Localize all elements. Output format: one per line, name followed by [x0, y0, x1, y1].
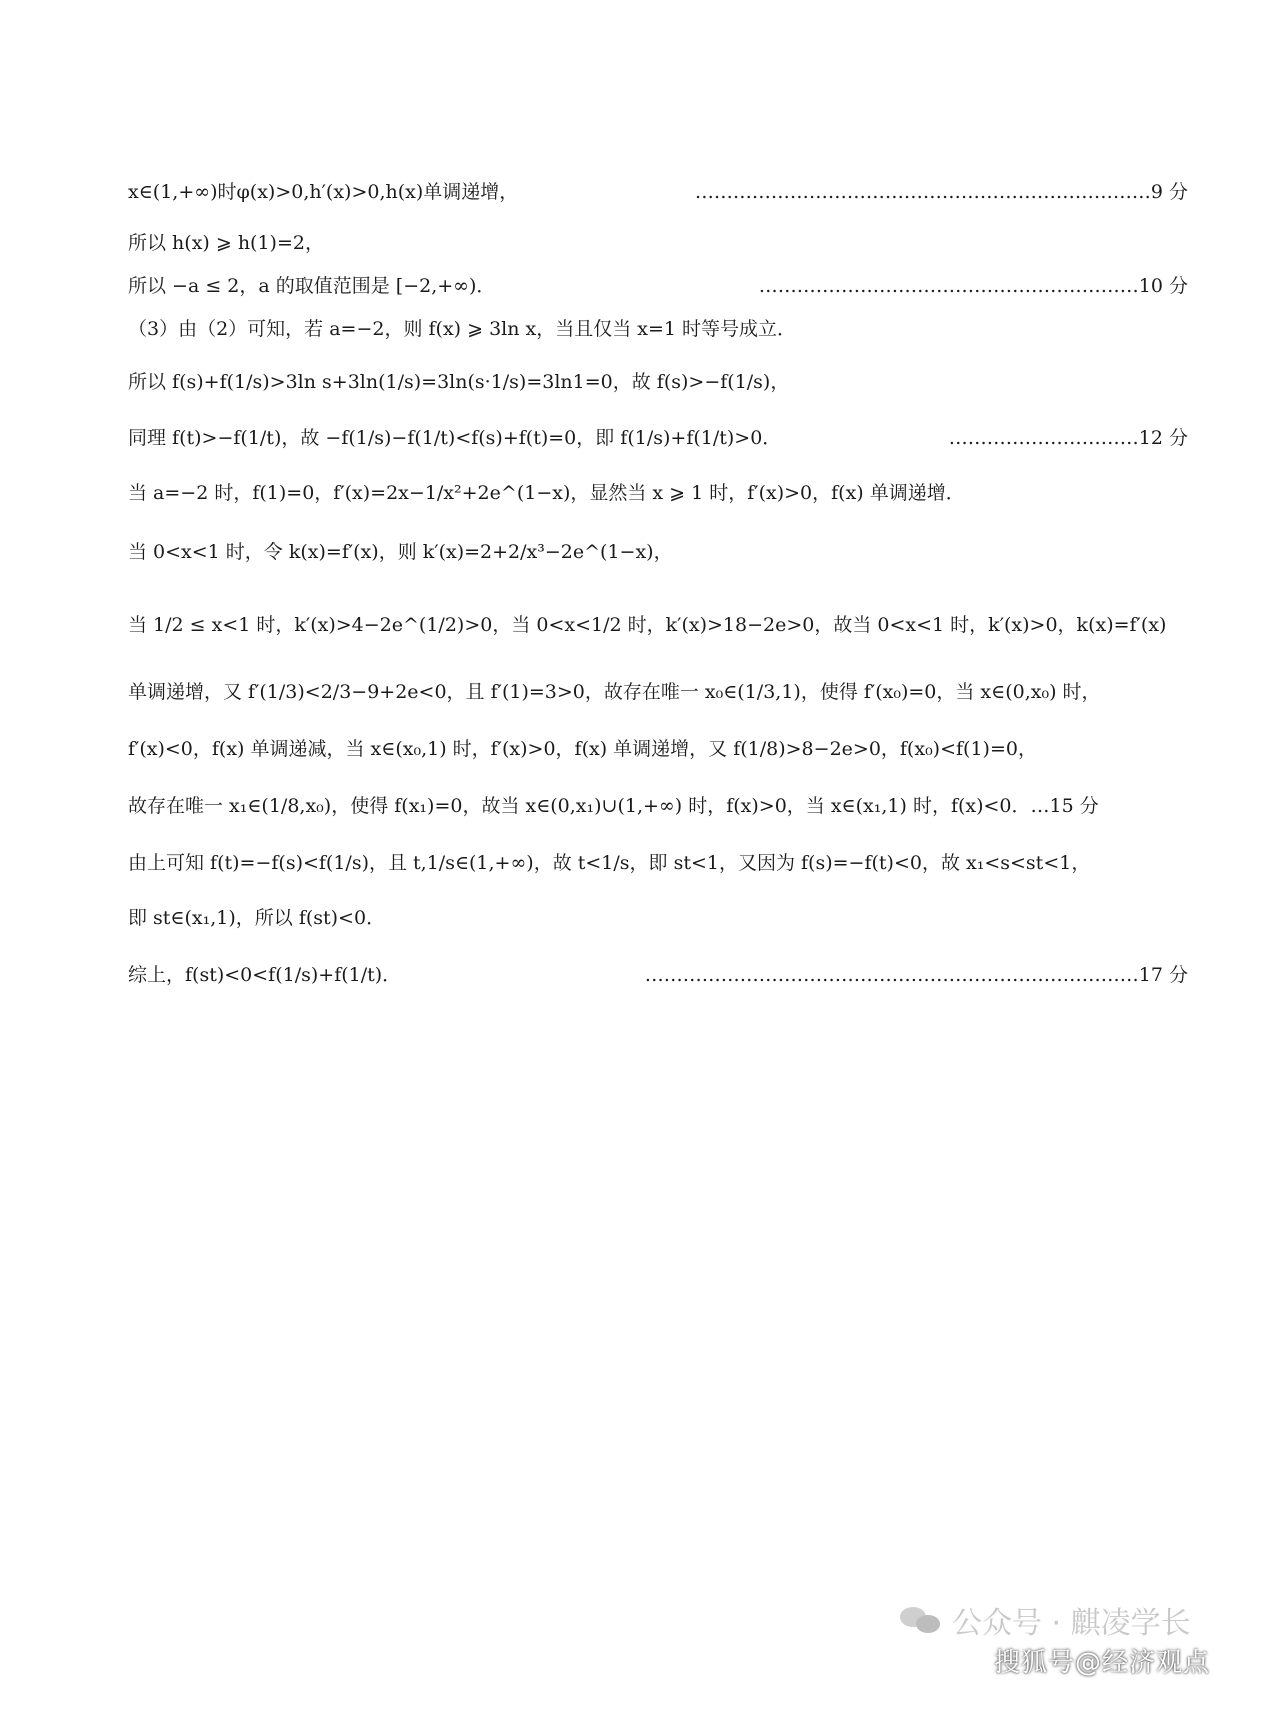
- line-text: 故存在唯一 x₁∈(1/8,x₀)，使得 f(x₁)=0，故当 x∈(0,x₁)∪(1,+∞) 时，f(x)>0，当 x∈(x₁,1) 时，f(x)<0．…15 分: [128, 795, 1099, 817]
- solution-line: [128, 314, 1188, 344]
- line-text: （3）由（2）可知，若 a=−2，则 f(x) ⩾ 3ln x，当且仅当 x=1 时等号成立．: [128, 318, 797, 340]
- line-text: 单调递增，又 f′(1/3)<2/3−9+2e<0，且 f′(1)=3>0，故存在唯一 x₀∈(1/3,1)，使得 f′(x₀)=0，当 x∈(0,x₀) 时，: [128, 681, 1101, 703]
- watermark: [900, 1600, 1210, 1680]
- line-text: 同理 f(t)>−f(1/t)，故 −f(1/s)−f(1/t)<f(s)+f(t)=0，即 f(1/s)+f(1/t)>0．: [128, 427, 782, 449]
- line-text: 所以 h(x) ⩾ h(1)=2，: [128, 232, 324, 254]
- solution-line: [128, 537, 1188, 567]
- line-text: 所以 −a ≤ 2，a 的取值范围是 [−2,+∞)．: [128, 275, 496, 297]
- solution-line: [128, 960, 1188, 990]
- solution-line: [128, 610, 1188, 640]
- score-mark: ……………………………………………………………………17 分: [644, 964, 1188, 986]
- line-text: 综上，f(st)<0<f(1/s)+f(1/t)．: [128, 964, 402, 986]
- line-text: 当 1/2 ≤ x<1 时，k′(x)>4−2e^(1/2)>0，当 0<x<1/2 时，k′(x)>18−2e>0，故当 0<x<1 时，k′(x)>0，k(x)=f′(x): [128, 614, 1167, 636]
- wechat-brand: [900, 1600, 1210, 1640]
- score-mark: ………………………………………………………………9 分: [694, 181, 1188, 203]
- solution-line: [128, 177, 1188, 207]
- line-text: 当 0<x<1 时，令 k(x)=f′(x)，则 k′(x)=2+2/x³−2e^(1−x)，: [128, 541, 673, 563]
- line-text: 所以 f(s)+f(1/s)>3ln s+3ln(1/s)=3ln(s·1/s)=3ln1=0，故 f(s)>−f(1/s)，: [128, 371, 790, 393]
- wechat-icon: [900, 1605, 944, 1635]
- line-text: 由上可知 f(t)=−f(s)<f(1/s)，且 t,1/s∈(1,+∞)，故 t<1/s，即 st<1，又因为 f(s)=−f(t)<0，故 x₁<s<st<1，: [128, 852, 1091, 874]
- line-text: 当 a=−2 时，f(1)=0，f′(x)=2x−1/x²+2e^(1−x)，显然当 x ⩾ 1 时，f′(x)>0，f(x) 单调递增．: [128, 482, 965, 504]
- solution-line: [128, 677, 1188, 707]
- solution-line: [128, 367, 1188, 397]
- line-text: 即 st∈(x₁,1)，所以 f(st)<0．: [128, 907, 386, 929]
- line-text: x∈(1,+∞)时φ(x)>0,h′(x)>0,h(x)单调递增，: [128, 181, 519, 203]
- solution-line: [128, 903, 1188, 933]
- solution-line: [128, 791, 1188, 821]
- solution-line: [128, 228, 1188, 258]
- score-mark: …………………………12 分: [948, 427, 1188, 449]
- line-text: f′(x)<0，f(x) 单调递减，当 x∈(x₀,1) 时，f′(x)>0，f(x) 单调递增，又 f(1/8)>8−2e>0，f(x₀)<f(1)=0，: [128, 738, 1037, 760]
- score-mark: ……………………………………………………10 分: [758, 275, 1188, 297]
- solution-line: [128, 271, 1188, 301]
- solution-line: [128, 848, 1188, 878]
- wechat-brand-text: 公众号 · 麒凌学长: [952, 1606, 1191, 1641]
- solution-line: [128, 734, 1188, 764]
- solution-line: [128, 423, 1188, 453]
- solution-line: [128, 478, 1188, 508]
- sohu-watermark: 搜狐号@经济观点: [993, 1648, 1210, 1678]
